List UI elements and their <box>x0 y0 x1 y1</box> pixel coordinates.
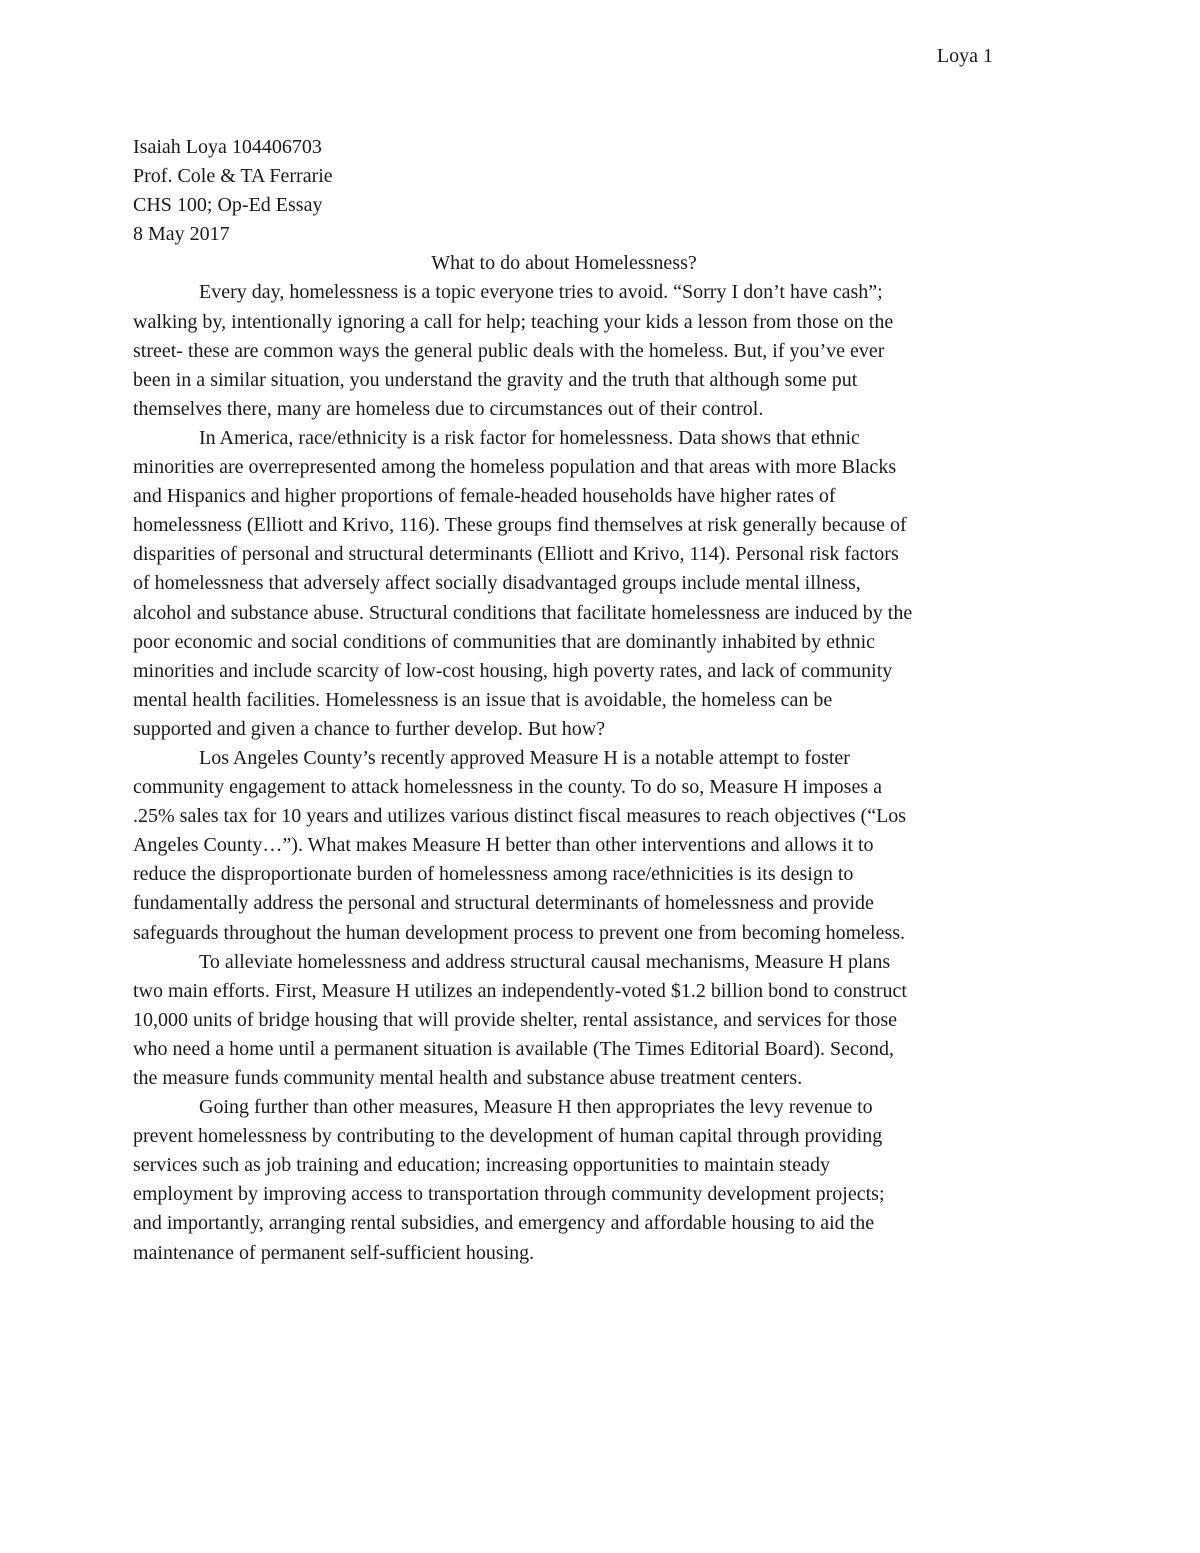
paragraph-line: services such as job training and education; increasing opportunities to maintain steady <box>133 1154 831 1177</box>
running-head: Loya 1 <box>936 45 993 67</box>
paragraph-line: homelessness (Elliott and Krivo, 116). These groups find themselves at risk generally because of <box>133 514 907 537</box>
paragraph-line: .25% sales tax for 10 years and utilizes various distinct fiscal measures to reach objectives (“Los <box>133 805 907 828</box>
paragraph-line: Going further than other measures, Measure H then appropriates the levy revenue to <box>199 1096 873 1119</box>
paragraph-line: the measure funds community mental health and substance abuse treatment centers. <box>133 1067 803 1089</box>
paragraph-line: In America, race/ethnicity is a risk factor for homelessness. Data shows that ethnic <box>199 426 860 449</box>
heading-date-line: 8 May 2017 <box>133 223 230 246</box>
essay-body <box>133 133 995 1268</box>
paragraph-line: mental health facilities. Homelessness is an issue that is avoidable, the homeless can be <box>133 688 833 711</box>
paragraph-line: 10,000 units of bridge housing that will provide shelter, rental assistance, and services for those <box>133 1008 898 1031</box>
paragraph-line: supported and given a chance to further develop. But how? <box>133 717 606 740</box>
paragraph-line: minorities are overrepresented among the homeless population and that areas with more Blacks <box>133 456 897 479</box>
paragraph-line: reduce the disproportionate burden of homelessness among race/ethnicities is its design to <box>133 863 854 886</box>
paragraph-1 <box>133 278 995 423</box>
paragraph-line: Los Angeles County’s recently approved Measure H is a notable attempt to foster <box>199 746 850 769</box>
paragraph-line: alcohol and substance abuse. Structural conditions that facilitate homelessness are induced by the <box>133 601 913 624</box>
paragraph-line: prevent homelessness by contributing to the development of human capital through providing <box>133 1125 883 1148</box>
paragraph-4 <box>133 948 995 1093</box>
paragraph-line: community engagement to attack homelessness in the county. To do so, Measure H imposes a <box>133 776 883 799</box>
paragraph-line: of homelessness that adversely affect socially disadvantaged groups include mental illness, <box>133 572 861 595</box>
paragraph-line: Every day, homelessness is a topic everyone tries to avoid. “Sorry I don’t have cash”; <box>199 281 883 304</box>
paragraph-line: fundamentally address the personal and structural determinants of homelessness and provide <box>133 892 874 915</box>
paragraph-2 <box>133 424 995 744</box>
heading-block <box>133 133 995 249</box>
heading-author-line: Isaiah Loya 104406703 <box>133 136 322 158</box>
paragraph-3 <box>133 744 995 948</box>
paragraph-line: who need a home until a permanent situation is available (The Times Editorial Board). Second, <box>133 1037 894 1060</box>
paragraph-line: safeguards throughout the human development process to prevent one from becoming homeless. <box>133 921 906 944</box>
paragraph-line: themselves there, many are homeless due to circumstances out of their control. <box>133 397 764 420</box>
paragraph-line: been in a similar situation, you understand the gravity and the truth that although some put <box>133 368 858 391</box>
paragraph-line: minorities and include scarcity of low-cost housing, high poverty rates, and lack of community <box>133 659 893 682</box>
paragraph-5 <box>133 1093 995 1268</box>
paragraph-line: poor economic and social conditions of communities that are dominantly inhabited by ethnic <box>133 630 876 653</box>
paragraph-line: and importantly, arranging rental subsidies, and emergency and affordable housing to aid the <box>133 1212 875 1235</box>
paragraph-line: maintenance of permanent self-sufficient housing. <box>133 1241 535 1264</box>
paragraph-line: two main efforts. First, Measure H utilizes an independently-voted $1.2 billion bond to construct <box>133 979 907 1002</box>
paragraph-line: Angeles County…”). What makes Measure H better than other interventions and allows it to <box>133 834 874 857</box>
paragraph-line: disparities of personal and structural determinants (Elliott and Krivo, 114). Personal risk factors <box>133 543 899 566</box>
heading-course-line: CHS 100; Op-Ed Essay <box>133 194 323 217</box>
paragraph-line: To alleviate homelessness and address structural causal mechanisms, Measure H plans <box>199 950 891 973</box>
paragraph-line: walking by, intentionally ignoring a call for help; teaching your kids a lesson from those on the <box>133 310 894 333</box>
heading-instructor-line: Prof. Cole & TA Ferrarie <box>133 165 333 188</box>
paragraph-line: street- these are common ways the general public deals with the homeless. But, if you’ve ever <box>133 339 885 362</box>
essay-title: What to do about Homelessness? <box>431 252 697 275</box>
paragraph-line: employment by improving access to transportation through community development projects; <box>133 1183 885 1206</box>
paragraph-line: and Hispanics and higher proportions of female-headed households have higher rates of <box>133 485 836 508</box>
